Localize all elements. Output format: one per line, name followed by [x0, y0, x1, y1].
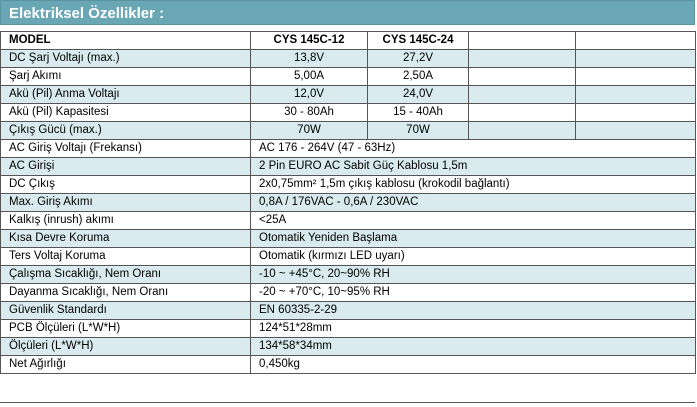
empty-cell — [576, 68, 696, 86]
empty-cell — [469, 32, 576, 50]
spec-value: <25A — [251, 212, 696, 230]
empty-cell — [469, 86, 576, 104]
empty-cell — [576, 122, 696, 140]
spec-label: AC Giriş Voltajı (Frekansı) — [1, 140, 251, 158]
spec-label: Net Ağırlığı — [1, 356, 251, 374]
spec-value: Otomatik (kırmızı LED uyarı) — [251, 248, 696, 266]
spec-value: 2x0,75mm² 1,5m çıkış kablosu (krokodil bağlantı) — [251, 176, 696, 194]
spec-value: Otomatik Yeniden Başlama — [251, 230, 696, 248]
spec-label: Ters Voltaj Koruma — [1, 248, 251, 266]
spec-label: Çalışma Sıcaklığı, Nem Oranı — [1, 266, 251, 284]
spec-label: PCB Ölçüleri (L*W*H) — [1, 320, 251, 338]
empty-cell — [576, 50, 696, 68]
empty-cell — [469, 104, 576, 122]
table-row — [1, 68, 696, 86]
spec-label: Çıkış Gücü (max.) — [1, 122, 251, 140]
table-row — [1, 320, 696, 338]
spec-value: AC 176 - 264V (47 - 63Hz) — [251, 140, 696, 158]
spec-value-model-2: 2,50A — [368, 68, 469, 86]
spec-label: Akü (Pil) Kapasitesi — [1, 104, 251, 122]
spec-label: Kısa Devre Koruma — [1, 230, 251, 248]
table-row — [1, 176, 696, 194]
spec-value-model-1: 70W — [251, 122, 368, 140]
spec-label: Dayanma Sıcaklığı, Nem Oranı — [1, 284, 251, 302]
spec-value-model-1: 12,0V — [251, 86, 368, 104]
empty-cell — [469, 122, 576, 140]
table-row — [1, 122, 696, 140]
spec-value: 124*51*28mm — [251, 320, 696, 338]
table-row — [1, 86, 696, 104]
table-row — [1, 212, 696, 230]
empty-cell — [576, 104, 696, 122]
spec-value-model-2: 27,2V — [368, 50, 469, 68]
model-1-header: CYS 145C-12 — [251, 32, 368, 50]
spec-value-model-2: 70W — [368, 122, 469, 140]
table-row — [1, 194, 696, 212]
model-header-label: MODEL — [1, 32, 251, 50]
spec-label: Akü (Pil) Anma Voltajı — [1, 86, 251, 104]
table-header-row — [1, 32, 696, 50]
spec-value: 2 Pin EURO AC Sabit Güç Kablosu 1,5m — [251, 158, 696, 176]
table-row — [1, 266, 696, 284]
spec-value-model-1: 5,00A — [251, 68, 368, 86]
spec-value: 0,450kg — [251, 356, 696, 374]
spec-label: DC Çıkış — [1, 176, 251, 194]
empty-cell — [576, 32, 696, 50]
spec-label: Ölçüleri (L*W*H) — [1, 338, 251, 356]
empty-cell — [576, 86, 696, 104]
spec-value-model-1: 30 - 80Ah — [251, 104, 368, 122]
spec-value-model-2: 24,0V — [368, 86, 469, 104]
table-row — [1, 356, 696, 374]
table-row — [1, 338, 696, 356]
spec-label: Kalkış (inrush) akımı — [1, 212, 251, 230]
spec-value-model-2: 15 - 40Ah — [368, 104, 469, 122]
table-row — [1, 158, 696, 176]
section-title: Elektriksel Özellikler : — [0, 0, 695, 25]
spec-value: 134*58*34mm — [251, 338, 696, 356]
table-row — [1, 50, 696, 68]
model-2-header: CYS 145C-24 — [368, 32, 469, 50]
empty-cell — [469, 50, 576, 68]
spec-label: DC Şarj Voltajı (max.) — [1, 50, 251, 68]
spec-label: Şarj Akımı — [1, 68, 251, 86]
specs-table — [0, 31, 696, 374]
table-row — [1, 284, 696, 302]
table-bottom-border — [0, 402, 695, 403]
spec-label: AC Girişi — [1, 158, 251, 176]
spec-value: EN 60335-2-29 — [251, 302, 696, 320]
table-row — [1, 104, 696, 122]
table-row — [1, 230, 696, 248]
spec-label: Max. Giriş Akımı — [1, 194, 251, 212]
table-row — [1, 140, 696, 158]
table-row — [1, 302, 696, 320]
spec-value-model-1: 13,8V — [251, 50, 368, 68]
empty-cell — [469, 68, 576, 86]
table-row — [1, 248, 696, 266]
spec-value: -10 ~ +45°C, 20~90% RH — [251, 266, 696, 284]
spec-value: -20 ~ +70°C, 10~95% RH — [251, 284, 696, 302]
spec-value: 0,8A / 176VAC - 0,6A / 230VAC — [251, 194, 696, 212]
spec-label: Güvenlik Standardı — [1, 302, 251, 320]
